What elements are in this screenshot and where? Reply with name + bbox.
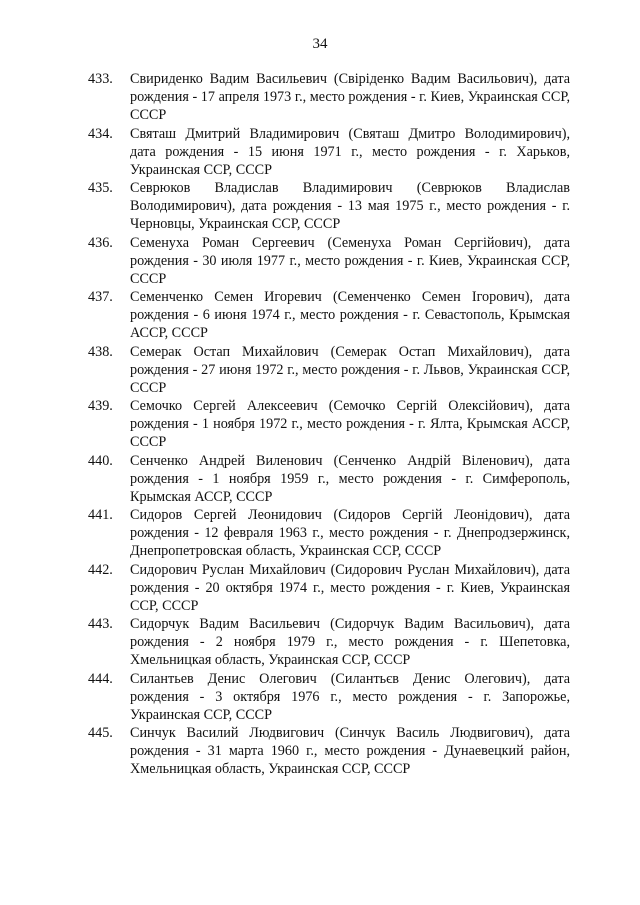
entry-number: 433. — [88, 71, 113, 87]
entry-text: Сидорчук Вадим Васильевич (Сидорчук Вадим Васильович), дата рождения - 2 ноября 1979 г., место рождения - г. Шепетовка, Хмельницкая область, Украинская ССР, СССР — [130, 616, 570, 668]
entry-number: 443. — [88, 616, 113, 632]
list-item — [88, 452, 570, 506]
entry-text: Сидоров Сергей Леонидович (Сидоров Сергій Леонідович), дата рождения - 12 февраля 1963 г., место рождения - г. Днепродзержинск, Днепропетровская область, Украинская ССР, СССР — [130, 507, 570, 559]
entry-number: 441. — [88, 507, 113, 523]
entry-number: 434. — [88, 125, 113, 142]
entry-number: 436. — [88, 234, 113, 251]
list-item — [88, 561, 570, 615]
entry-number: 444. — [88, 670, 113, 687]
entry-text: Семочко Сергей Алексеевич (Семочко Сергій Олексійович), дата рождения - 1 ноября 1972 г., место рождения - г. Ялта, Крымская АССР, СССР — [130, 398, 570, 450]
list-item — [88, 397, 570, 451]
page-number: 34 — [312, 36, 328, 52]
entry-text: Сидорович Руслан Михайлович (Сидорович Руслан Михайлович), дата рождения - 20 октября 1974 г., место рождения - г. Киев, Украинская ССР, СССР — [130, 561, 570, 614]
list-item — [88, 125, 570, 179]
entry-number: 445. — [88, 725, 113, 741]
entry-list — [88, 70, 570, 779]
entry-text: Севрюков Владислав Владимирович (Севрюков Владислав Володимирович), дата рождения - 13 мая 1975 г., место рождения - г. Черновцы, Украинская ССР, СССР — [130, 180, 570, 232]
entry-text: Семерак Остап Михайлович (Семерак Остап Михайлович), дата рождения - 27 июня 1972 г., место рождения - г. Львов, Украинская ССР, СССР — [130, 343, 570, 396]
entry-text: Синчук Василий Людвигович (Синчук Василь Людвигович), дата рождения - 31 марта 1960 г., место рождения - Дунаевецкий район, Хмельницкая область, Украинская ССР, СССР — [130, 725, 570, 777]
entry-text: Силантьев Денис Олегович (Силантьєв Денис Олегович), дата рождения - 3 октября 1976 г., место рождения - г. Запорожье, Украинская ССР, СССР — [130, 670, 570, 723]
list-item — [88, 234, 570, 288]
list-item — [88, 179, 570, 233]
list-item — [88, 70, 570, 124]
list-item — [88, 724, 570, 778]
entry-number: 438. — [88, 343, 113, 360]
entry-number: 435. — [88, 180, 113, 196]
list-item — [88, 615, 570, 669]
list-item — [88, 670, 570, 724]
entry-text: Свириденко Вадим Васильевич (Свіріденко Вадим Васильович), дата рождения - 17 апреля 1973 г., место рождения - г. Киев, Украинская ССР, СССР — [130, 71, 570, 123]
entry-text: Святаш Дмитрий Владимирович (Святаш Дмитро Володимирович), дата рождения - 15 июня 1971 г., место рождения - г. Харьков, Украинская ССР, СССР — [130, 125, 570, 178]
list-item — [88, 343, 570, 397]
list-item — [88, 288, 570, 342]
list-item — [88, 506, 570, 560]
entry-number: 437. — [88, 289, 113, 305]
entry-number: 439. — [88, 398, 113, 414]
entry-number: 440. — [88, 452, 113, 469]
entry-text: Семенуха Роман Сергеевич (Семенуха Роман Сергійович), дата рождения - 30 июля 1977 г., место рождения - г. Киев, Украинская ССР, СССР — [130, 234, 570, 287]
entry-text: Сенченко Андрей Виленович (Сенченко Андрій Віленович), дата рождения - 1 ноября 1959 г., место рождения - г. Симферополь, Крымская АССР, СССР — [130, 452, 570, 505]
entry-text: Семенченко Семен Игоревич (Семенченко Семен Ігорович), дата рождения - 6 июня 1974 г., место рождения - г. Севастополь, Крымская АССР, СССР — [130, 289, 570, 341]
entry-number: 442. — [88, 561, 113, 578]
